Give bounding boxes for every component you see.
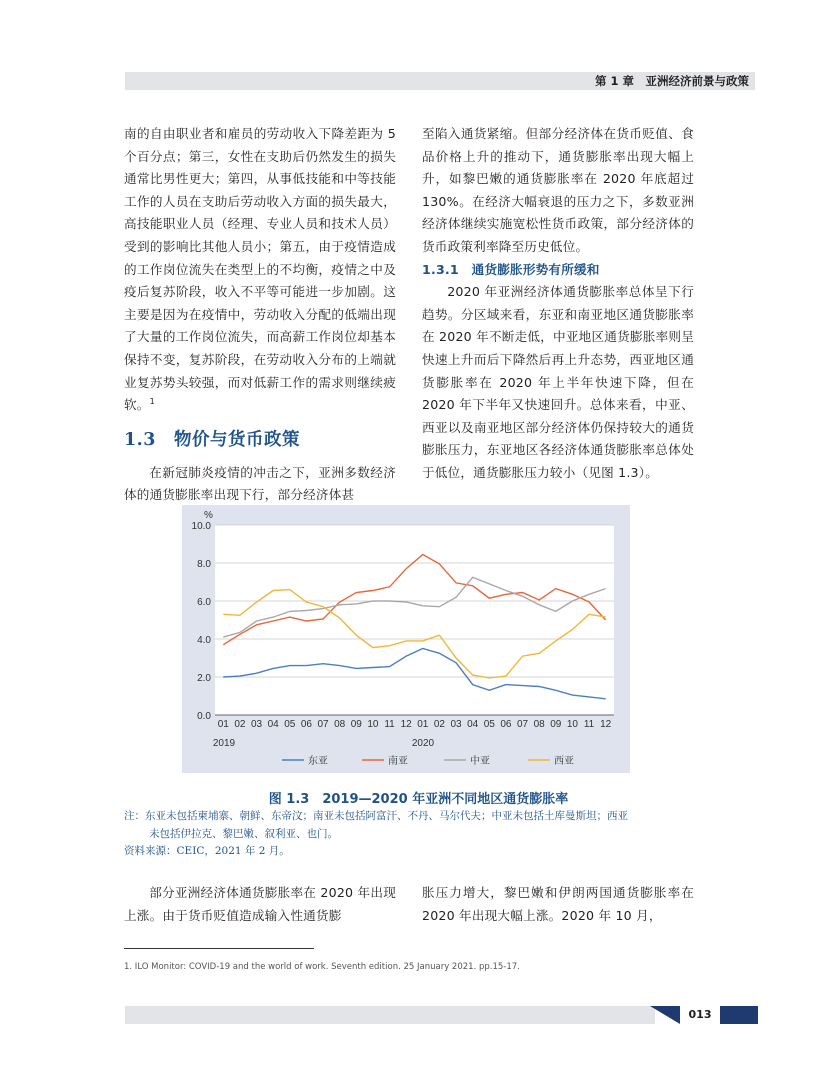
y-tick-label: 2.0	[197, 673, 211, 684]
right-paragraph-2: 2020 年亚洲经济体通货膨胀率总体呈下行趋势。分区域来看，东亚和南亚地区通货膨胀率在 2020 年不断走低，中亚地区通货膨胀率则呈快速上升而后下降然后再上升态势，西亚地区通货膨胀率在 2020 年上半年快速下降，但在 2020 年下半年又快速回升。总体来看，中亚、西亚以及南亚地区部分经济体仍保持较大的通货膨胀压力，东亚地区各经济体通货膨胀率总体处于低位，通货膨胀压力较小（见图 1.3）。	[422, 284, 694, 480]
figure-caption: 图 1.3 2019—2020 年亚洲不同地区通货膨胀率	[268, 792, 569, 807]
footnote: 1. ILO Monitor: COVID-19 and the world of work. Seventh edition. 25 January 2021. pp.15-17.	[124, 962, 520, 972]
y-tick-label: 0.0	[197, 711, 211, 722]
footer-triangle	[650, 1006, 680, 1024]
right-paragraph-1: 至陷入通货紧缩。但部分经济体在货币贬值、食品价格上升的推动下，通货膨胀率出现大幅上升，如黎巴嫩的通货膨胀率在 2020 年底超过 130%。在经济大幅衰退的压力之下，多数亚洲经济体继续实施宽松性货币政策，部分经济体的货币政策利率降至历史低位。	[422, 126, 694, 254]
chapter-header: 第 1 章 亚洲经济前景与政策	[594, 74, 749, 88]
x-tick-label: 03	[251, 719, 263, 730]
x-tick-label: 01	[417, 719, 429, 730]
inflation-line-chart	[182, 505, 630, 773]
x-tick-label: 06	[300, 719, 312, 730]
left-column	[124, 123, 396, 507]
right-column	[422, 123, 694, 485]
legend-label: 中亚	[470, 756, 490, 767]
subsection-title: 1.3.1 通货膨胀形势有所缓和	[422, 261, 600, 277]
x-tick-label: 12	[400, 719, 412, 730]
year-label-2019: 2019	[212, 738, 236, 749]
x-tick-label: 12	[600, 719, 612, 730]
x-tick-label: 02	[433, 719, 445, 730]
section-title: 1.3 物价与货币政策	[124, 429, 300, 450]
legend-label: 南亚	[388, 756, 408, 767]
year-label-2020: 2020	[411, 738, 435, 749]
x-tick-label: 10	[367, 719, 379, 730]
x-tick-label: 04	[467, 719, 479, 730]
figure-note-line-2: 未包括伊拉克、黎巴嫩、叙利亚、也门。	[149, 827, 338, 840]
x-tick-label: 06	[500, 719, 512, 730]
footnote-divider	[124, 948, 314, 949]
x-tick-label: 11	[583, 719, 595, 730]
footnote-ref[interactable]: 1	[149, 397, 155, 407]
footer-bar	[125, 1006, 655, 1024]
x-tick-label: 09	[550, 719, 562, 730]
x-tick-label: 02	[234, 719, 246, 730]
y-axis-unit: %	[204, 510, 213, 521]
y-tick-label: 10.0	[191, 521, 211, 532]
x-tick-label: 01	[217, 719, 229, 730]
figure-note-line-1: 注：东亚未包括柬埔寨、朝鲜、东帝汶；南亚未包括阿富汗、不丹、马尔代夫；中亚未包括土库曼斯坦；西亚	[124, 810, 628, 822]
y-tick-label: 6.0	[197, 597, 211, 608]
legend-label: 西亚	[554, 756, 574, 767]
x-tick-label: 05	[483, 719, 495, 730]
x-tick-label: 07	[317, 719, 329, 730]
left-paragraph-2: 在新冠肺炎疫情的冲击之下，亚洲多数经济体的通货膨胀率出现下行，部分经济体甚	[124, 464, 396, 503]
page-number: 013	[680, 1006, 720, 1024]
x-tick-label: 08	[533, 719, 545, 730]
x-tick-label: 05	[284, 719, 296, 730]
legend-label: 东亚	[308, 756, 328, 767]
y-tick-label: 8.0	[197, 559, 211, 570]
left-paragraph-1	[124, 123, 396, 417]
figure-source: 资料来源：CEIC，2021 年 2 月。	[124, 845, 290, 857]
x-tick-label: 04	[267, 719, 279, 730]
left-paragraph-1-text: 南的自由职业者和雇员的劳动收入下降差距为 5 个百分点；第三，女性在支助后仍然发生的损失通常比男性更大；第四，从事低技能和中等技能工作的人员在支助后劳动收入方面的损失最大，高技能职业人员（经理、专业人员和技术人员）受到的影响比其他人员小；第五，由于疫情造成的工作岗位流失在类型上的不均衡，疫情之中及疫后复苏阶段，收入不平等可能进一步加剧。这主要是因为在疫情中，劳动收入分配的低端出现了大量的工作岗位流失，而高薪工作岗位却基本保持不变，复苏阶段，在劳动收入分布的上端就业复苏势头较强，而对低薪工作的需求则继续疲软。	[124, 126, 396, 413]
x-tick-label: 09	[350, 719, 362, 730]
bottom-right-text: 胀压力增大，黎巴嫩和伊朗两国通货膨胀率在 2020 年出现大幅上涨。2020 年 10 月，	[422, 885, 694, 923]
figure-notes	[124, 808, 699, 861]
x-tick-label: 03	[450, 719, 462, 730]
bottom-left-paragraph	[124, 882, 396, 927]
chart-panel	[182, 505, 630, 773]
x-tick-label: 10	[566, 719, 578, 730]
y-tick-label: 4.0	[197, 635, 211, 646]
bottom-left-text: 部分亚洲经济体通货膨胀率在 2020 年出现上涨。由于货币贬值造成输入性通货膨	[124, 885, 396, 923]
bottom-right-paragraph	[422, 882, 694, 927]
x-tick-label: 11	[384, 719, 395, 730]
x-tick-label: 07	[517, 719, 529, 730]
x-tick-label: 08	[334, 719, 346, 730]
